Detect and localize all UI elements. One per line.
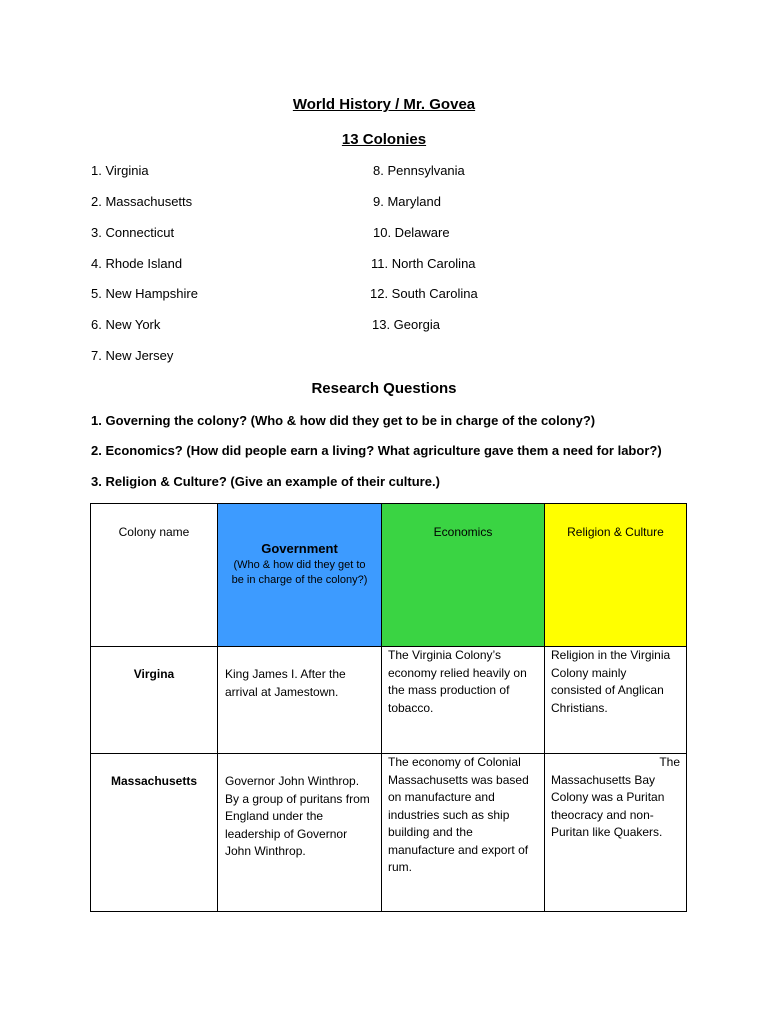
research-question: 3. Religion & Culture? (Give an example of their culture.) [91, 474, 440, 489]
list-item: 3. Connecticut [91, 225, 175, 240]
header-colony-label: Colony name [118, 525, 190, 539]
document-subtitle: 13 Colonies [341, 131, 427, 148]
list-item: 10. Delaware [373, 225, 450, 240]
header-colony-name [91, 504, 218, 647]
list-item: 8. Pennsylvania [373, 163, 465, 178]
table-row [91, 754, 687, 912]
list-item: 9. Maryland [373, 194, 441, 209]
header-economics [382, 504, 545, 647]
cell-religion-lead: The [659, 755, 680, 769]
header-religion-label: Religion & Culture [567, 525, 664, 539]
header-religion-culture [545, 504, 687, 647]
list-item: 12. South Carolina [370, 286, 478, 301]
header-government-label: Government [261, 541, 338, 556]
table-header-row [91, 504, 687, 647]
list-item: 13. Georgia [372, 317, 440, 332]
list-item: 5. New Hampshire [91, 286, 198, 301]
cell-colony-name: Virgina [91, 647, 218, 754]
list-item: 1. Virginia [91, 163, 149, 178]
cell-religion-body: Massachusetts Bay Colony was a Puritan theocracy and non-Puritan like Quakers. [551, 772, 665, 839]
cell-government: King James I. After the arrival at Jamestown. [218, 647, 382, 754]
table-row [91, 647, 687, 754]
cell-religion-culture: Religion in the Virginia Colony mainly consisted of Anglican Christians. [545, 647, 687, 754]
list-item: 6. New York [91, 317, 161, 332]
research-questions-heading: Research Questions [311, 380, 457, 397]
cell-colony-name: Massachusetts [91, 754, 218, 912]
header-economics-label: Economics [433, 525, 493, 539]
research-table [90, 503, 687, 912]
research-question: 2. Economics? (How did people earn a living? What agriculture gave them a need for labor?) [91, 443, 662, 458]
header-government-subtitle: (Who & how did they get to be in charge of the colony?) [231, 558, 368, 586]
cell-economics: The Virginia Colony’s economy relied heavily on the mass production of tobacco. [382, 647, 545, 754]
list-item: 4. Rhode Island [91, 256, 183, 271]
header-government [218, 504, 382, 647]
cell-government: Governor John Winthrop. By a group of puritans from England under the leadership of Governor John Winthrop. [218, 754, 382, 912]
cell-economics: The economy of Colonial Massachusetts was based on manufacture and industries such as ship building and the manufacture and export of rum. [382, 754, 545, 912]
list-item: 11. North Carolina [371, 256, 476, 271]
list-item: 2. Massachusetts [91, 194, 193, 209]
cell-religion-culture [545, 754, 687, 912]
document-title: World History / Mr. Govea [292, 96, 476, 113]
list-item: 7. New Jersey [91, 348, 174, 363]
research-question: 1. Governing the colony? (Who & how did they get to be in charge of the colony?) [91, 413, 596, 428]
